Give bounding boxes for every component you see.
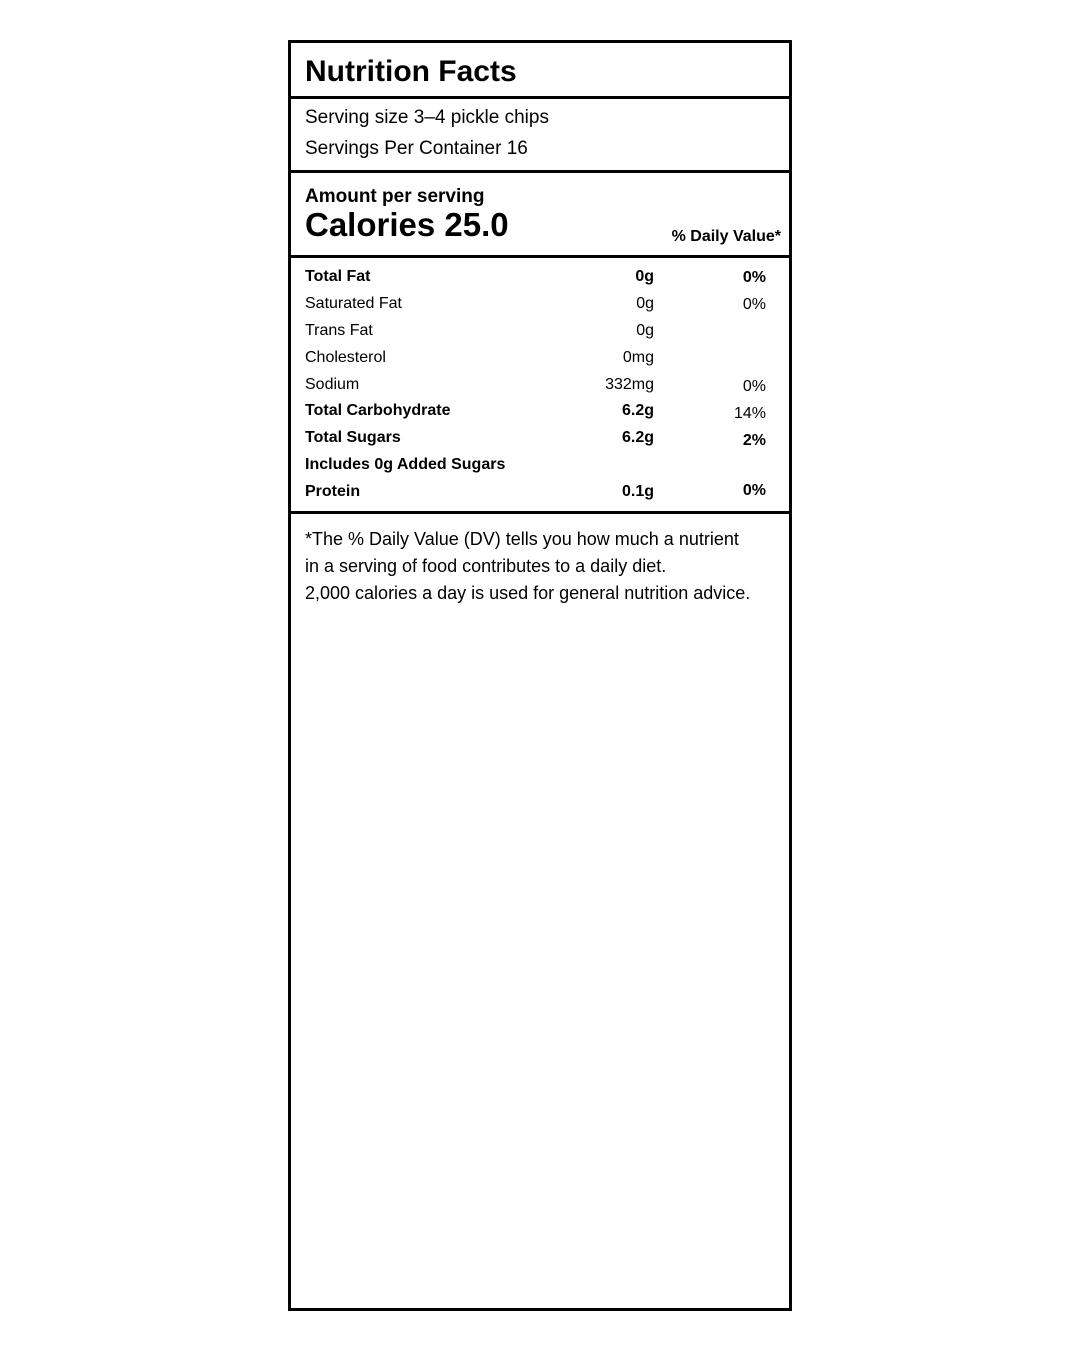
amount-per-serving: Amount per serving (305, 186, 485, 207)
nutrient-name-sodium: Sodium (305, 376, 360, 393)
nutrient-amount-sodium: 332mg (605, 376, 654, 393)
nutrient-amount-cholesterol: 0mg (622, 349, 654, 366)
nutrient-name-trans-fat: Trans Fat (305, 322, 373, 339)
label-title: Nutrition Facts (305, 55, 517, 88)
daily-value-header: % Daily Value* (671, 228, 781, 245)
nutrient-amount-total-sugars: 6.2g (621, 429, 654, 446)
nutrient-amount-total-fat: 0g (635, 268, 654, 285)
nutrient-dv-total-sugars: 2% (742, 432, 766, 449)
nutrient-dv-protein: 0% (742, 482, 766, 499)
serving-size: Serving size 3–4 pickle chips (305, 107, 549, 128)
nutrient-amount-protein: 0.1g (621, 483, 654, 500)
footnote-line: *The % Daily Value (DV) tells you how much a nutrient (305, 529, 739, 549)
divider (291, 255, 789, 258)
nutrient-name-total-fat: Total Fat (305, 268, 371, 285)
footnote-line: in a serving of food contributes to a daily diet. (305, 556, 667, 576)
calories: Calories 25.0 (305, 206, 509, 243)
divider (291, 170, 789, 173)
nutrient-name-total-sugars: Total Sugars (305, 429, 401, 446)
nutrient-name-added-sugars: Includes 0g Added Sugars (305, 456, 506, 473)
nutrient-name-protein: Protein (305, 483, 361, 500)
nutrient-dv-total-carbohydrate: 14% (733, 405, 766, 422)
footnote-line: 2,000 calories a day is used for general nutrition advice. (305, 583, 751, 603)
divider (291, 96, 789, 99)
nutrient-amount-saturated-fat: 0g (636, 295, 654, 312)
nutrition-facts-label (288, 40, 792, 1311)
nutrient-name-cholesterol: Cholesterol (305, 349, 386, 366)
nutrient-dv-saturated-fat: 0% (742, 296, 766, 313)
nutrient-dv-total-fat: 0% (742, 269, 766, 286)
nutrient-name-total-carbohydrate: Total Carbohydrate (305, 402, 451, 419)
nutrient-name-saturated-fat: Saturated Fat (305, 295, 402, 312)
servings-per-container: Servings Per Container 16 (305, 138, 528, 159)
nutrient-amount-trans-fat: 0g (636, 322, 654, 339)
nutrient-dv-sodium: 0% (742, 378, 766, 395)
divider (291, 511, 789, 514)
nutrient-amount-total-carbohydrate: 6.2g (621, 402, 654, 419)
